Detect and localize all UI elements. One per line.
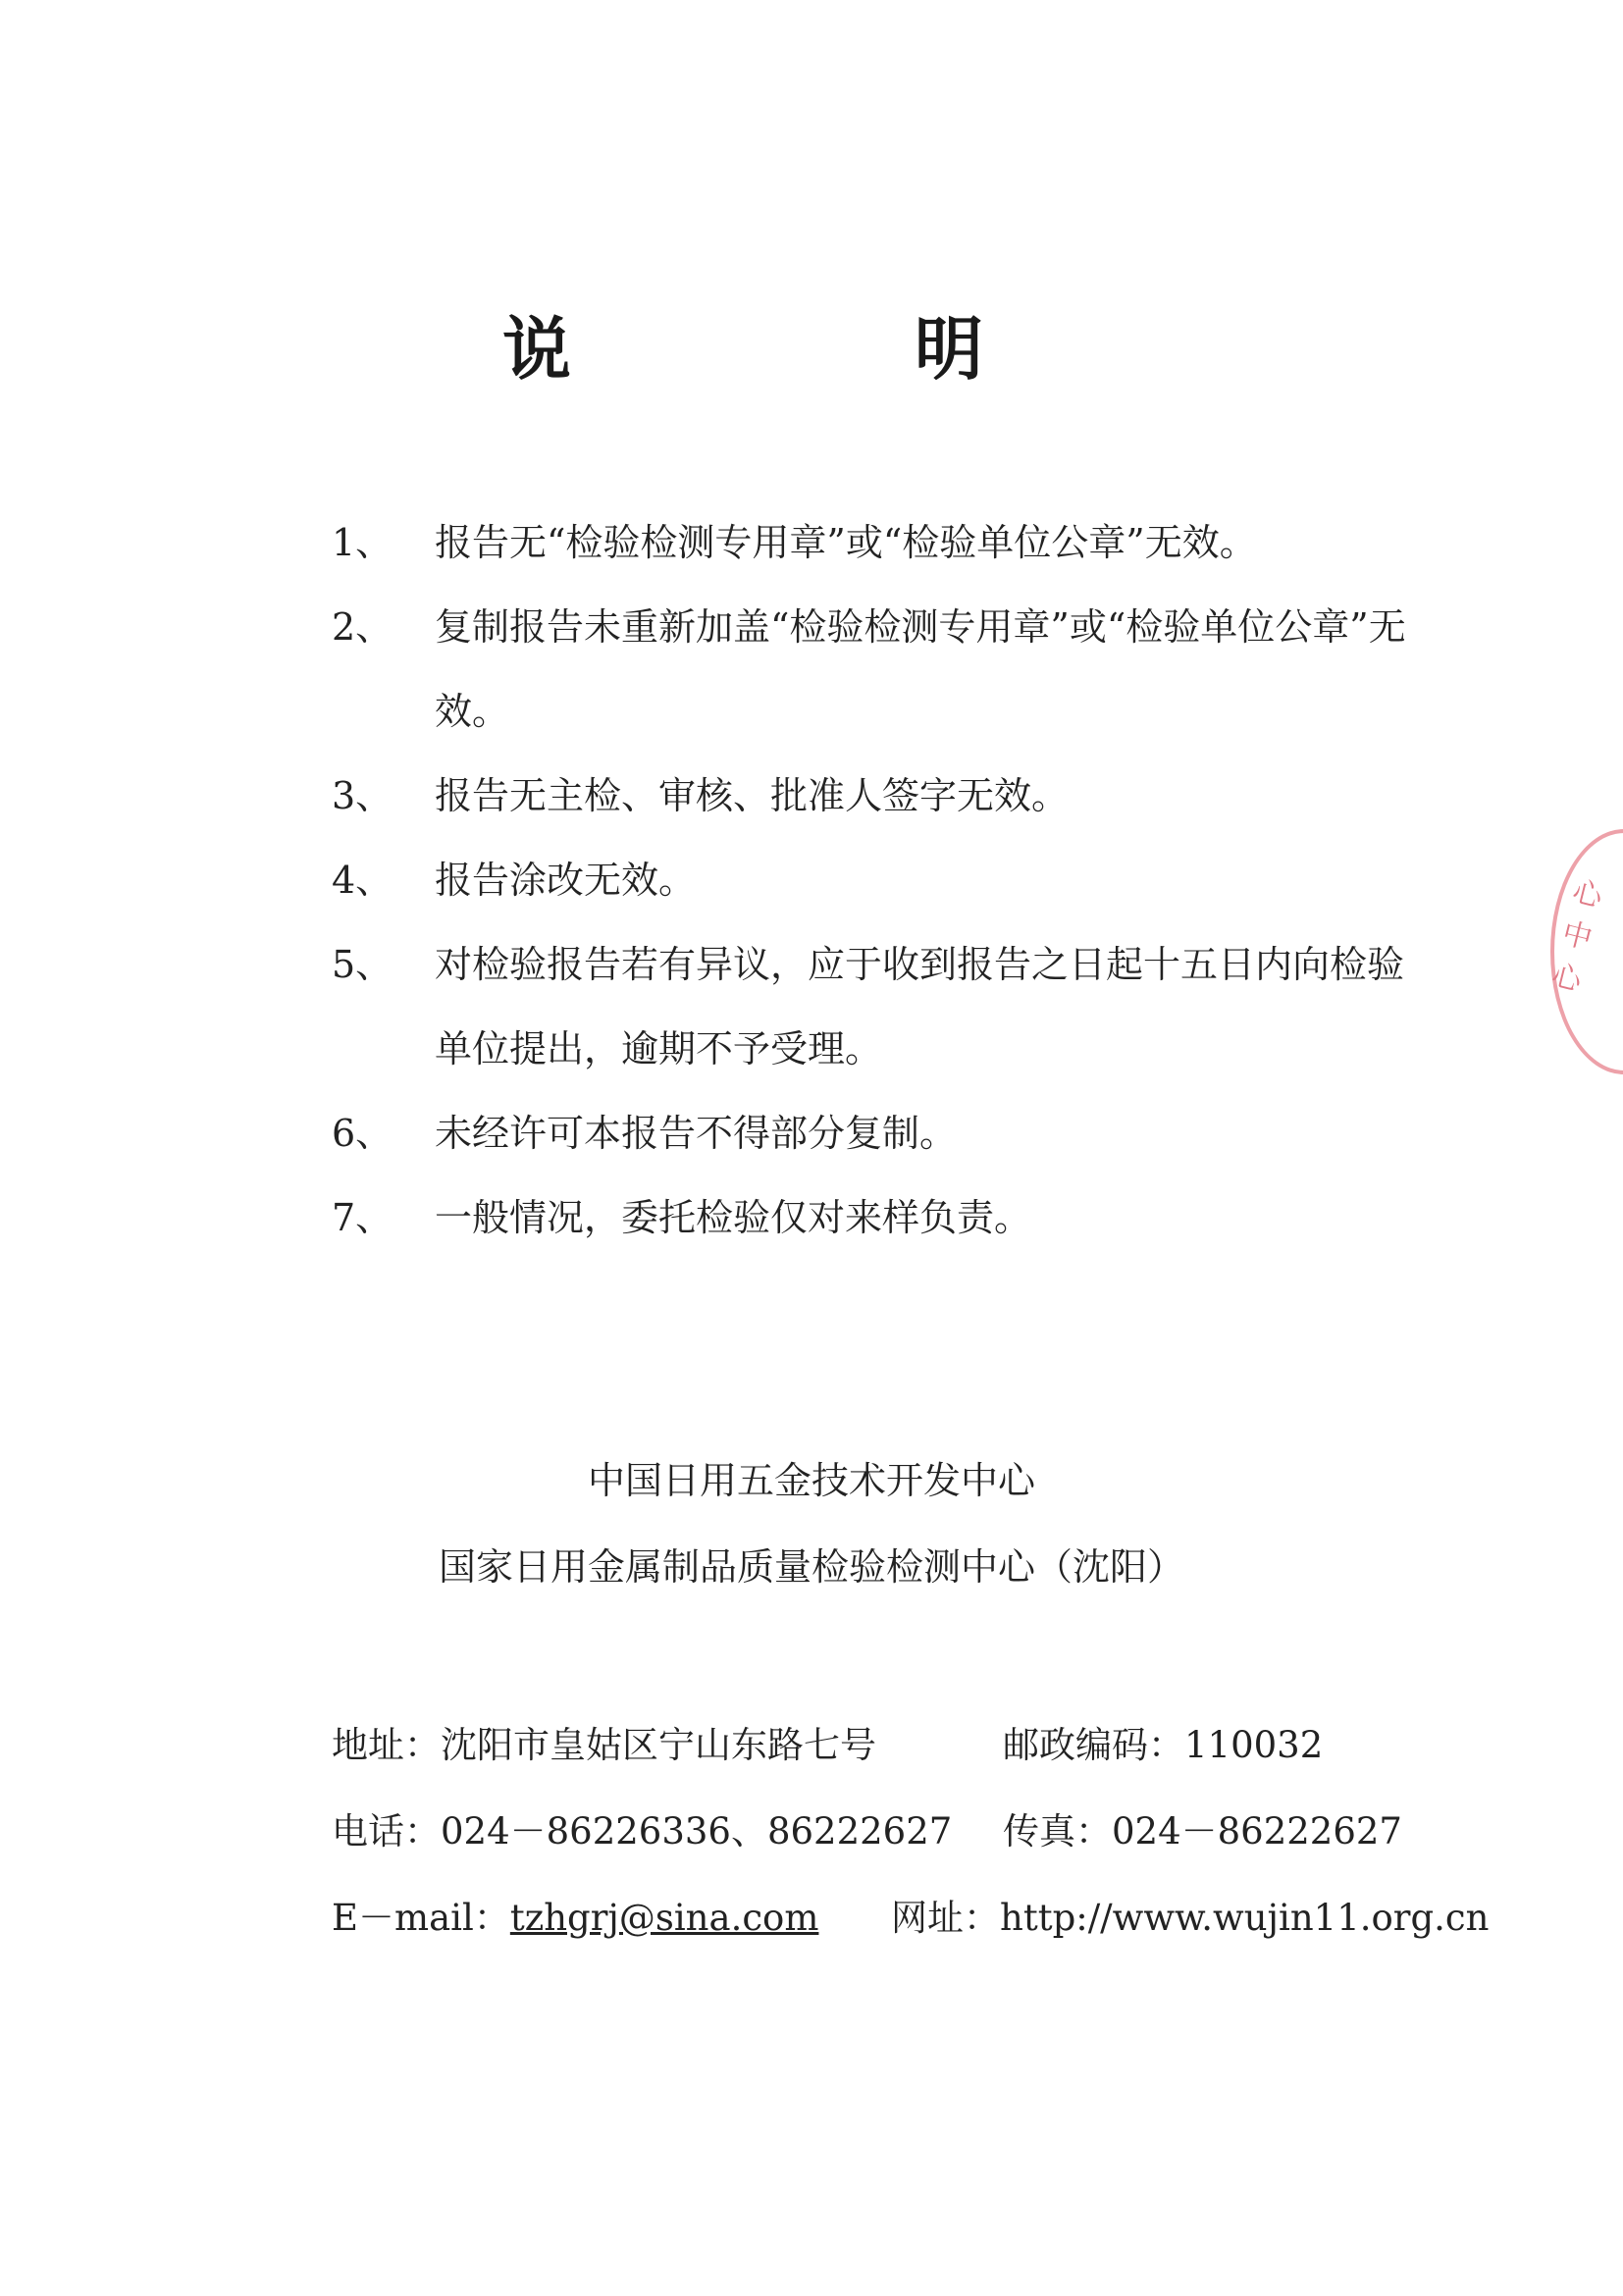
note-number: 7、 bbox=[332, 1196, 393, 1239]
note-item bbox=[332, 585, 1431, 754]
email-link[interactable]: tzhgrj@sina.com bbox=[509, 1897, 819, 1939]
address-text: 地址：沈阳市皇姑区宁山东路七号 bbox=[332, 1724, 876, 1766]
phone-text: 电话：024－86226336、86222627 bbox=[332, 1810, 953, 1852]
email-line bbox=[332, 1888, 818, 1941]
fax-text: 传真：024－86222627 bbox=[1003, 1810, 1402, 1852]
note-text: 一般情况，委托检验仅对来样负责。 bbox=[435, 1196, 1032, 1239]
note-text: 报告涂改无效。 bbox=[435, 859, 697, 902]
note-item bbox=[332, 922, 1431, 1091]
note-number: 1、 bbox=[332, 521, 393, 564]
org-name: 中国日用五金技术开发中心 bbox=[587, 1459, 1035, 1502]
note-text: 报告无主检、审核、批准人签字无效。 bbox=[435, 774, 1070, 817]
page-title: 说 明 bbox=[502, 309, 1121, 390]
note-item bbox=[332, 500, 1431, 585]
note-number: 6、 bbox=[332, 1112, 393, 1155]
postcode-text: 邮政编码：110032 bbox=[1003, 1724, 1324, 1766]
seal-lettering: 心 中 心 bbox=[1547, 874, 1606, 999]
note-number: 5、 bbox=[332, 943, 393, 986]
note-item bbox=[332, 754, 1431, 838]
website-text: 网址：http://www.wujin11.org.cn bbox=[891, 1897, 1490, 1939]
note-number: 3、 bbox=[332, 774, 393, 817]
note-number: 4、 bbox=[332, 859, 393, 902]
email-label: E－mail： bbox=[332, 1897, 510, 1939]
note-number: 2、 bbox=[332, 605, 393, 649]
note-text: 对检验报告若有异议，应于收到报告之日起十五日内向检验单位提出，逾期不予受理。 bbox=[435, 943, 1405, 1070]
note-text: 报告无“检验检测专用章”或“检验单位公章”无效。 bbox=[435, 521, 1257, 564]
note-text: 复制报告未重新加盖“检验检测专用章”或“检验单位公章”无效。 bbox=[435, 605, 1406, 733]
notes-list bbox=[332, 500, 1431, 1260]
note-item bbox=[332, 838, 1431, 922]
org-center-name: 国家日用金属制品质量检验检测中心（沈阳） bbox=[438, 1545, 1184, 1589]
note-item bbox=[332, 1091, 1431, 1175]
note-text: 未经许可本报告不得部分复制。 bbox=[435, 1112, 958, 1155]
note-item bbox=[332, 1175, 1431, 1260]
